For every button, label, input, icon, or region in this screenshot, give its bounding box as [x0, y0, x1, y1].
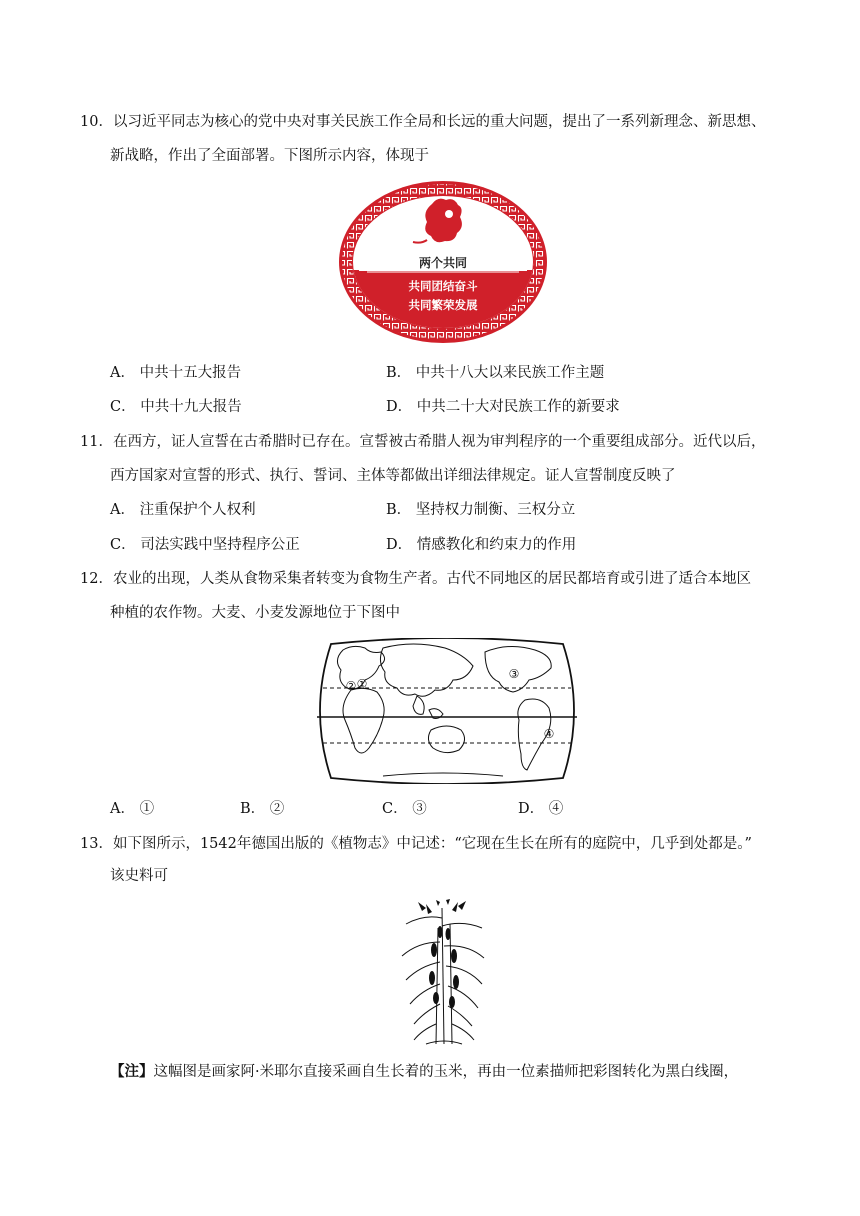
world-map-figure — [313, 638, 581, 788]
map-marker-3: ③ — [508, 667, 520, 681]
q10-option-d[interactable]: D． 中共二十大对民族工作的新要求 — [386, 399, 620, 415]
q12-stem-line2: 种植的农作物。大麦、小麦发源地位于下图中 — [110, 605, 400, 621]
map-marker-1: ① — [356, 677, 368, 691]
q11-option-a[interactable]: A． 注重保护个人权利 — [110, 502, 256, 518]
q11-stem-line1: 11．在西方，证人宣誓在古希腊时已存在。宣誓被古希腊人视为审判程序的一个重要组成部分。近代以后， — [80, 434, 766, 450]
maize-illustration — [396, 898, 492, 1050]
q11-stem-line2: 西方国家对宣誓的形式、执行、誓词、主体等都做出详细法律规定。证人宣誓制度反映了 — [110, 468, 676, 484]
q13-stem-line2: 该史料可 — [110, 868, 168, 884]
seal-title: 两个共同 — [418, 256, 468, 270]
q13-note — [110, 1062, 738, 1082]
map-marker-2: ② — [345, 679, 357, 693]
q11-option-b[interactable]: B． 坚持权力制衡、三权分立 — [386, 502, 576, 518]
q10-stem-line2: 新战略，作出了全面部署。下图所示内容，体现于 — [110, 148, 429, 164]
q12-option-d[interactable]: D． ④ — [518, 801, 564, 817]
two-commons-seal-figure — [337, 178, 549, 350]
q11-option-d[interactable]: D． 情感教化和约束力的作用 — [386, 537, 577, 553]
q10-option-a[interactable]: A． 中共十五大报告 — [110, 365, 242, 381]
q12-option-c[interactable]: C． ③ — [382, 801, 427, 817]
q10-stem-line1: 10．以习近平同志为核心的党中央对事关民族工作全局和长远的重大问题，提出了一系列新理念、新思想、 — [80, 114, 766, 130]
q13-note-label: 【注】 — [110, 1063, 154, 1080]
q12-option-a[interactable]: A． ① — [110, 801, 155, 817]
q11-option-c[interactable]: C． 司法实践中坚持程序公正 — [110, 537, 300, 553]
seal-line-1: 共同团结奋斗 — [408, 279, 478, 293]
seal-line-2: 共同繁荣发展 — [408, 298, 478, 312]
q13-note-text: 这幅图是画家阿·米耶尔直接采画自生长着的玉米，再由一位素描师把彩图转化为黑白线圈， — [153, 1064, 739, 1080]
q12-stem-line1: 12．农业的出现，人类从食物采集者转变为食物生产者。古代不同地区的居民都培育或引进了适合本地区 — [80, 571, 751, 587]
q13-stem-line1: 13．如下图所示，1542年德国出版的《植物志》中记述：“它现在生长在所有的庭院中，几乎到处都是。” — [80, 836, 752, 852]
q10-option-b[interactable]: B． 中共十八大以来民族工作主题 — [386, 365, 605, 381]
map-marker-4: ④ — [543, 727, 555, 741]
q10-option-c[interactable]: C． 中共十九大报告 — [110, 399, 242, 415]
q12-option-b[interactable]: B． ② — [240, 801, 285, 817]
